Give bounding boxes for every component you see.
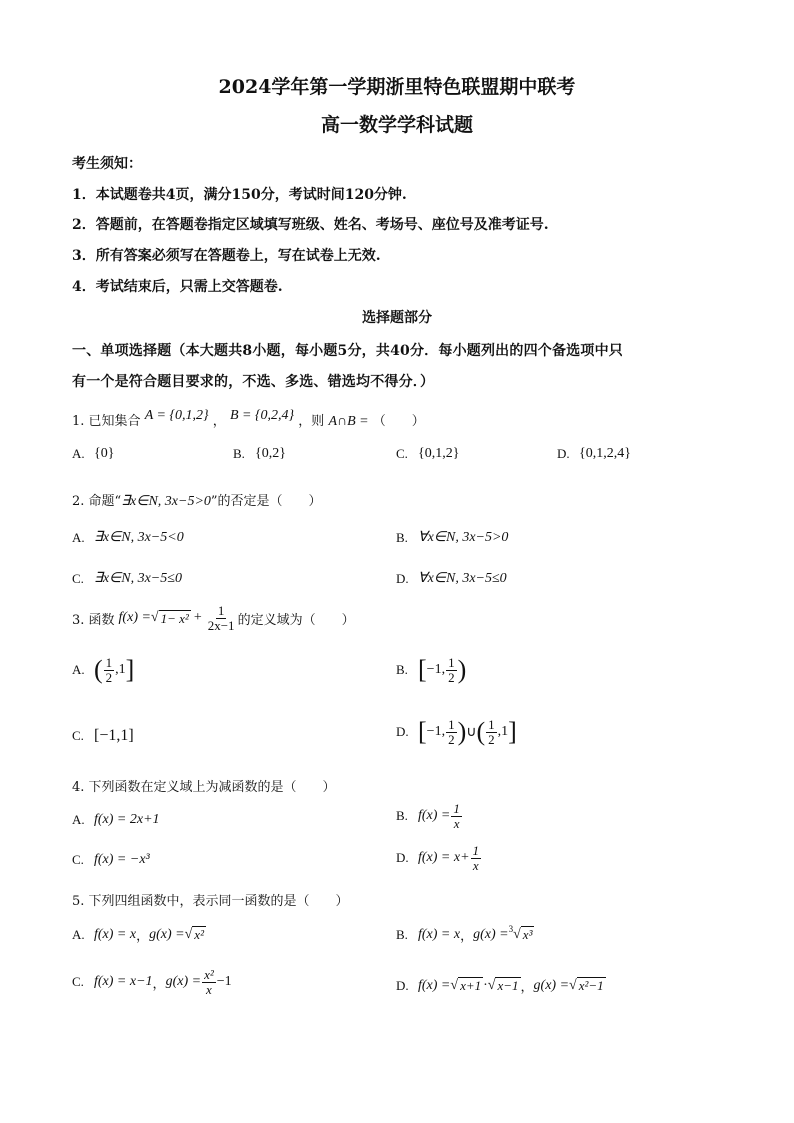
q3d-pre: −1,	[426, 724, 446, 740]
option-letter: A.	[72, 812, 85, 827]
option-letter: B.	[396, 662, 408, 678]
q3d-den-1: 2	[448, 731, 455, 747]
notice-item-4: 4．考试结束后，只需上交答题卷.	[72, 279, 283, 295]
sqrt-symbol: √	[487, 977, 496, 993]
question-3-stem	[72, 604, 355, 632]
q4d-den: x	[472, 857, 479, 873]
q1-sep: ，	[212, 414, 226, 429]
option-letter: D.	[396, 570, 409, 586]
q4b-fraction	[451, 802, 462, 830]
q5d-radicand-1: x+1	[460, 978, 482, 993]
q4d-fraction	[471, 844, 482, 872]
q1-mid: ，则	[298, 414, 325, 429]
sqrt-symbol: √	[450, 977, 459, 993]
q3-frac-den: 2x−1	[207, 617, 235, 633]
q5-option-a	[72, 925, 206, 944]
q5a-g: g(x) =	[149, 926, 185, 942]
q4b-pre: f(x) =	[418, 808, 451, 824]
q2-option-a	[72, 529, 184, 546]
q5b-g: g(x) =	[473, 926, 509, 942]
q2-option-d	[396, 570, 507, 587]
question-1-stem	[72, 410, 425, 430]
option-letter: D.	[557, 446, 570, 461]
q5d-radicand-3: x²−1	[578, 978, 604, 993]
q3-tail: 的定义域为（ ）	[237, 612, 355, 628]
q1-expr: A∩B =	[328, 414, 369, 429]
q4d-pre: f(x) = x+	[418, 850, 470, 866]
q3d-right-bracket-1: )	[457, 717, 467, 747]
option-letter: C.	[72, 852, 84, 867]
q1-option-c	[396, 446, 459, 462]
q3a-right-bracket: ]	[125, 655, 135, 685]
q3-option-c	[72, 727, 134, 745]
q3-option-c-text: [−1,1]	[94, 727, 134, 744]
option-letter: A.	[72, 529, 85, 545]
section-title: 选择题部分	[362, 310, 432, 326]
option-letter: B.	[233, 446, 245, 461]
q5b-root-index: 3	[508, 923, 514, 934]
q4-option-a	[72, 812, 160, 828]
sqrt-symbol: √	[150, 610, 159, 626]
q5b-f: f(x) = x	[418, 926, 461, 942]
q5c-f: f(x) = x−1	[94, 974, 153, 990]
q3-radicand: 1− x²	[160, 610, 189, 626]
question-2-stem	[72, 490, 322, 510]
q3d-fraction-2	[486, 718, 497, 746]
q2-option-d-text: ∀x∈N, 3x−5≤0	[418, 571, 507, 586]
q3b-fraction	[446, 656, 457, 684]
part1-instructions-line1: 一、单项选择题（本大题共8小题，每小题5分，共40分．每小题列出的四个备选项中只	[72, 343, 623, 359]
q5d-f: f(x) =	[418, 977, 451, 993]
q2-option-c-text: ∃x∈N, 3x−5≤0	[94, 571, 182, 586]
q2-tail: ”的否定是（ ）	[210, 494, 322, 509]
option-letter: A.	[72, 446, 85, 461]
q2-option-b-text: ∀x∈N, 3x−5>0	[418, 530, 509, 545]
q5d-radicand-2: x−1	[497, 978, 519, 993]
sqrt-symbol: √	[513, 926, 521, 942]
notice-item-3: 3．所有答案必须写在答题卷上，写在试卷上无效.	[72, 248, 381, 264]
option-letter: C.	[72, 570, 84, 586]
q3-frac-num: 1	[217, 603, 225, 618]
sqrt-symbol: √	[184, 926, 193, 942]
q4-option-c-text: f(x) = −x³	[94, 852, 150, 867]
q3b-num: 1	[448, 655, 455, 670]
q3d-num-2: 1	[488, 717, 495, 732]
option-letter: A.	[72, 662, 85, 678]
q1-option-d	[557, 446, 631, 462]
q3a-fraction	[104, 656, 115, 684]
q1-option-a	[72, 446, 114, 462]
q2-expr: ∃x∈N, 3x−5>0	[121, 494, 211, 509]
q1-tail: （ ）	[372, 414, 425, 429]
notice-item-1: 1．本试题卷共4页，满分150分，考试时间120分钟.	[72, 187, 407, 203]
q3-fraction	[206, 604, 237, 632]
q3a-den: 2	[105, 669, 113, 685]
q1-option-d-text: {0,1,2,4}	[579, 446, 631, 461]
q3d-left-bracket-1: [	[418, 717, 427, 747]
q3b-pre: −1,	[426, 662, 446, 678]
option-letter: C.	[72, 974, 84, 990]
q5b-sep: ，	[460, 929, 474, 944]
option-letter: B.	[396, 926, 408, 942]
q3-plus: +	[193, 610, 202, 626]
q3d-left-bracket-2: (	[476, 717, 486, 747]
q3-option-b	[396, 656, 466, 684]
option-letter: A.	[72, 926, 85, 942]
option-letter: D.	[396, 977, 409, 993]
q5c-den: x	[206, 981, 212, 997]
option-letter: D.	[396, 850, 409, 866]
exam-title: 2024学年第一学期浙里特色联盟期中联考	[218, 76, 576, 98]
question-4-stem: 4. 下列函数在定义域上为减函数的是（ ）	[72, 780, 336, 795]
q3-option-d	[396, 718, 517, 746]
q5a-sep: ，	[136, 929, 150, 944]
q5-option-c	[72, 968, 232, 996]
q2-option-b	[396, 529, 508, 546]
q1-set-a: A = {0,1,2}	[144, 408, 209, 423]
q1-option-c-text: {0,1,2}	[418, 446, 460, 461]
q3a-num: 1	[105, 655, 113, 670]
notice-item-2: 2．答题前，在答题卷指定区域填写班级、姓名、考场号、座位号及准考证号.	[72, 217, 549, 233]
q4d-num: 1	[472, 843, 480, 858]
option-letter: D.	[396, 724, 409, 740]
q5c-rest: −1	[216, 974, 232, 990]
notice-heading: 考生须知：	[72, 156, 142, 172]
option-letter: C.	[72, 728, 84, 743]
q1-set-b: B = {0,2,4}	[229, 408, 295, 423]
q4b-den: x	[453, 815, 460, 831]
q4b-num: 1	[453, 801, 460, 816]
option-letter: B.	[396, 808, 408, 824]
q3d-cup: ∪	[466, 724, 477, 740]
option-letter: C.	[396, 446, 408, 461]
q3-prefix: 3. 函数	[72, 612, 115, 628]
exam-subtitle: 高一数学学科试题	[320, 114, 473, 136]
q5d-sep: ，	[520, 980, 534, 995]
q3b-left-bracket: [	[418, 655, 427, 685]
q4-option-d	[396, 844, 482, 872]
q5c-g: g(x) =	[165, 974, 202, 990]
q5b-radicand: x³	[522, 927, 533, 942]
q1-option-a-text: {0}	[94, 446, 115, 461]
q3b-den: 2	[448, 669, 455, 685]
part1-instructions-line2: 有一个是符合题目要求的，不选、多选、错选均不得分．）	[72, 374, 435, 390]
q2-prefix: 2. 命题“	[72, 494, 122, 509]
q1-option-b	[233, 446, 286, 462]
q5-option-b	[396, 925, 534, 944]
option-letter: B.	[396, 529, 408, 545]
q1-option-b-text: {0,2}	[255, 446, 286, 461]
q3a-rest: ,1	[115, 662, 126, 678]
q3-fx: f(x) =	[118, 610, 151, 626]
q5a-radicand: x²	[194, 927, 204, 942]
q2-option-a-text: ∃x∈N, 3x−5<0	[94, 530, 184, 545]
q5-option-d	[396, 976, 606, 995]
q3d-num-1: 1	[448, 717, 455, 732]
q3d-fraction-1	[446, 718, 457, 746]
q3-option-a	[72, 656, 134, 684]
q5a-f: f(x) = x	[94, 926, 137, 942]
q4-option-c	[72, 852, 150, 868]
q3d-rest: ,1	[497, 724, 509, 740]
q5c-sep: ，	[152, 976, 166, 992]
q3b-right-bracket: )	[457, 655, 467, 685]
q5d-g: g(x) =	[533, 977, 570, 993]
q4-option-a-text: f(x) = 2x+1	[94, 812, 160, 827]
q3d-right-bracket-2: ]	[508, 717, 517, 747]
q5c-fraction	[202, 968, 216, 996]
q5d-dot: ·	[483, 977, 488, 993]
q1-prefix: 1. 已知集合	[72, 414, 141, 429]
q2-option-c	[72, 570, 182, 587]
question-5-stem: 5. 下列四组函数中，表示同一函数的是（ ）	[72, 894, 349, 909]
q4-option-b	[396, 802, 463, 830]
sqrt-symbol: √	[569, 977, 577, 993]
q5c-num: x²	[204, 967, 214, 982]
q3a-left-bracket: (	[94, 655, 103, 685]
q3d-den-2: 2	[488, 731, 495, 747]
